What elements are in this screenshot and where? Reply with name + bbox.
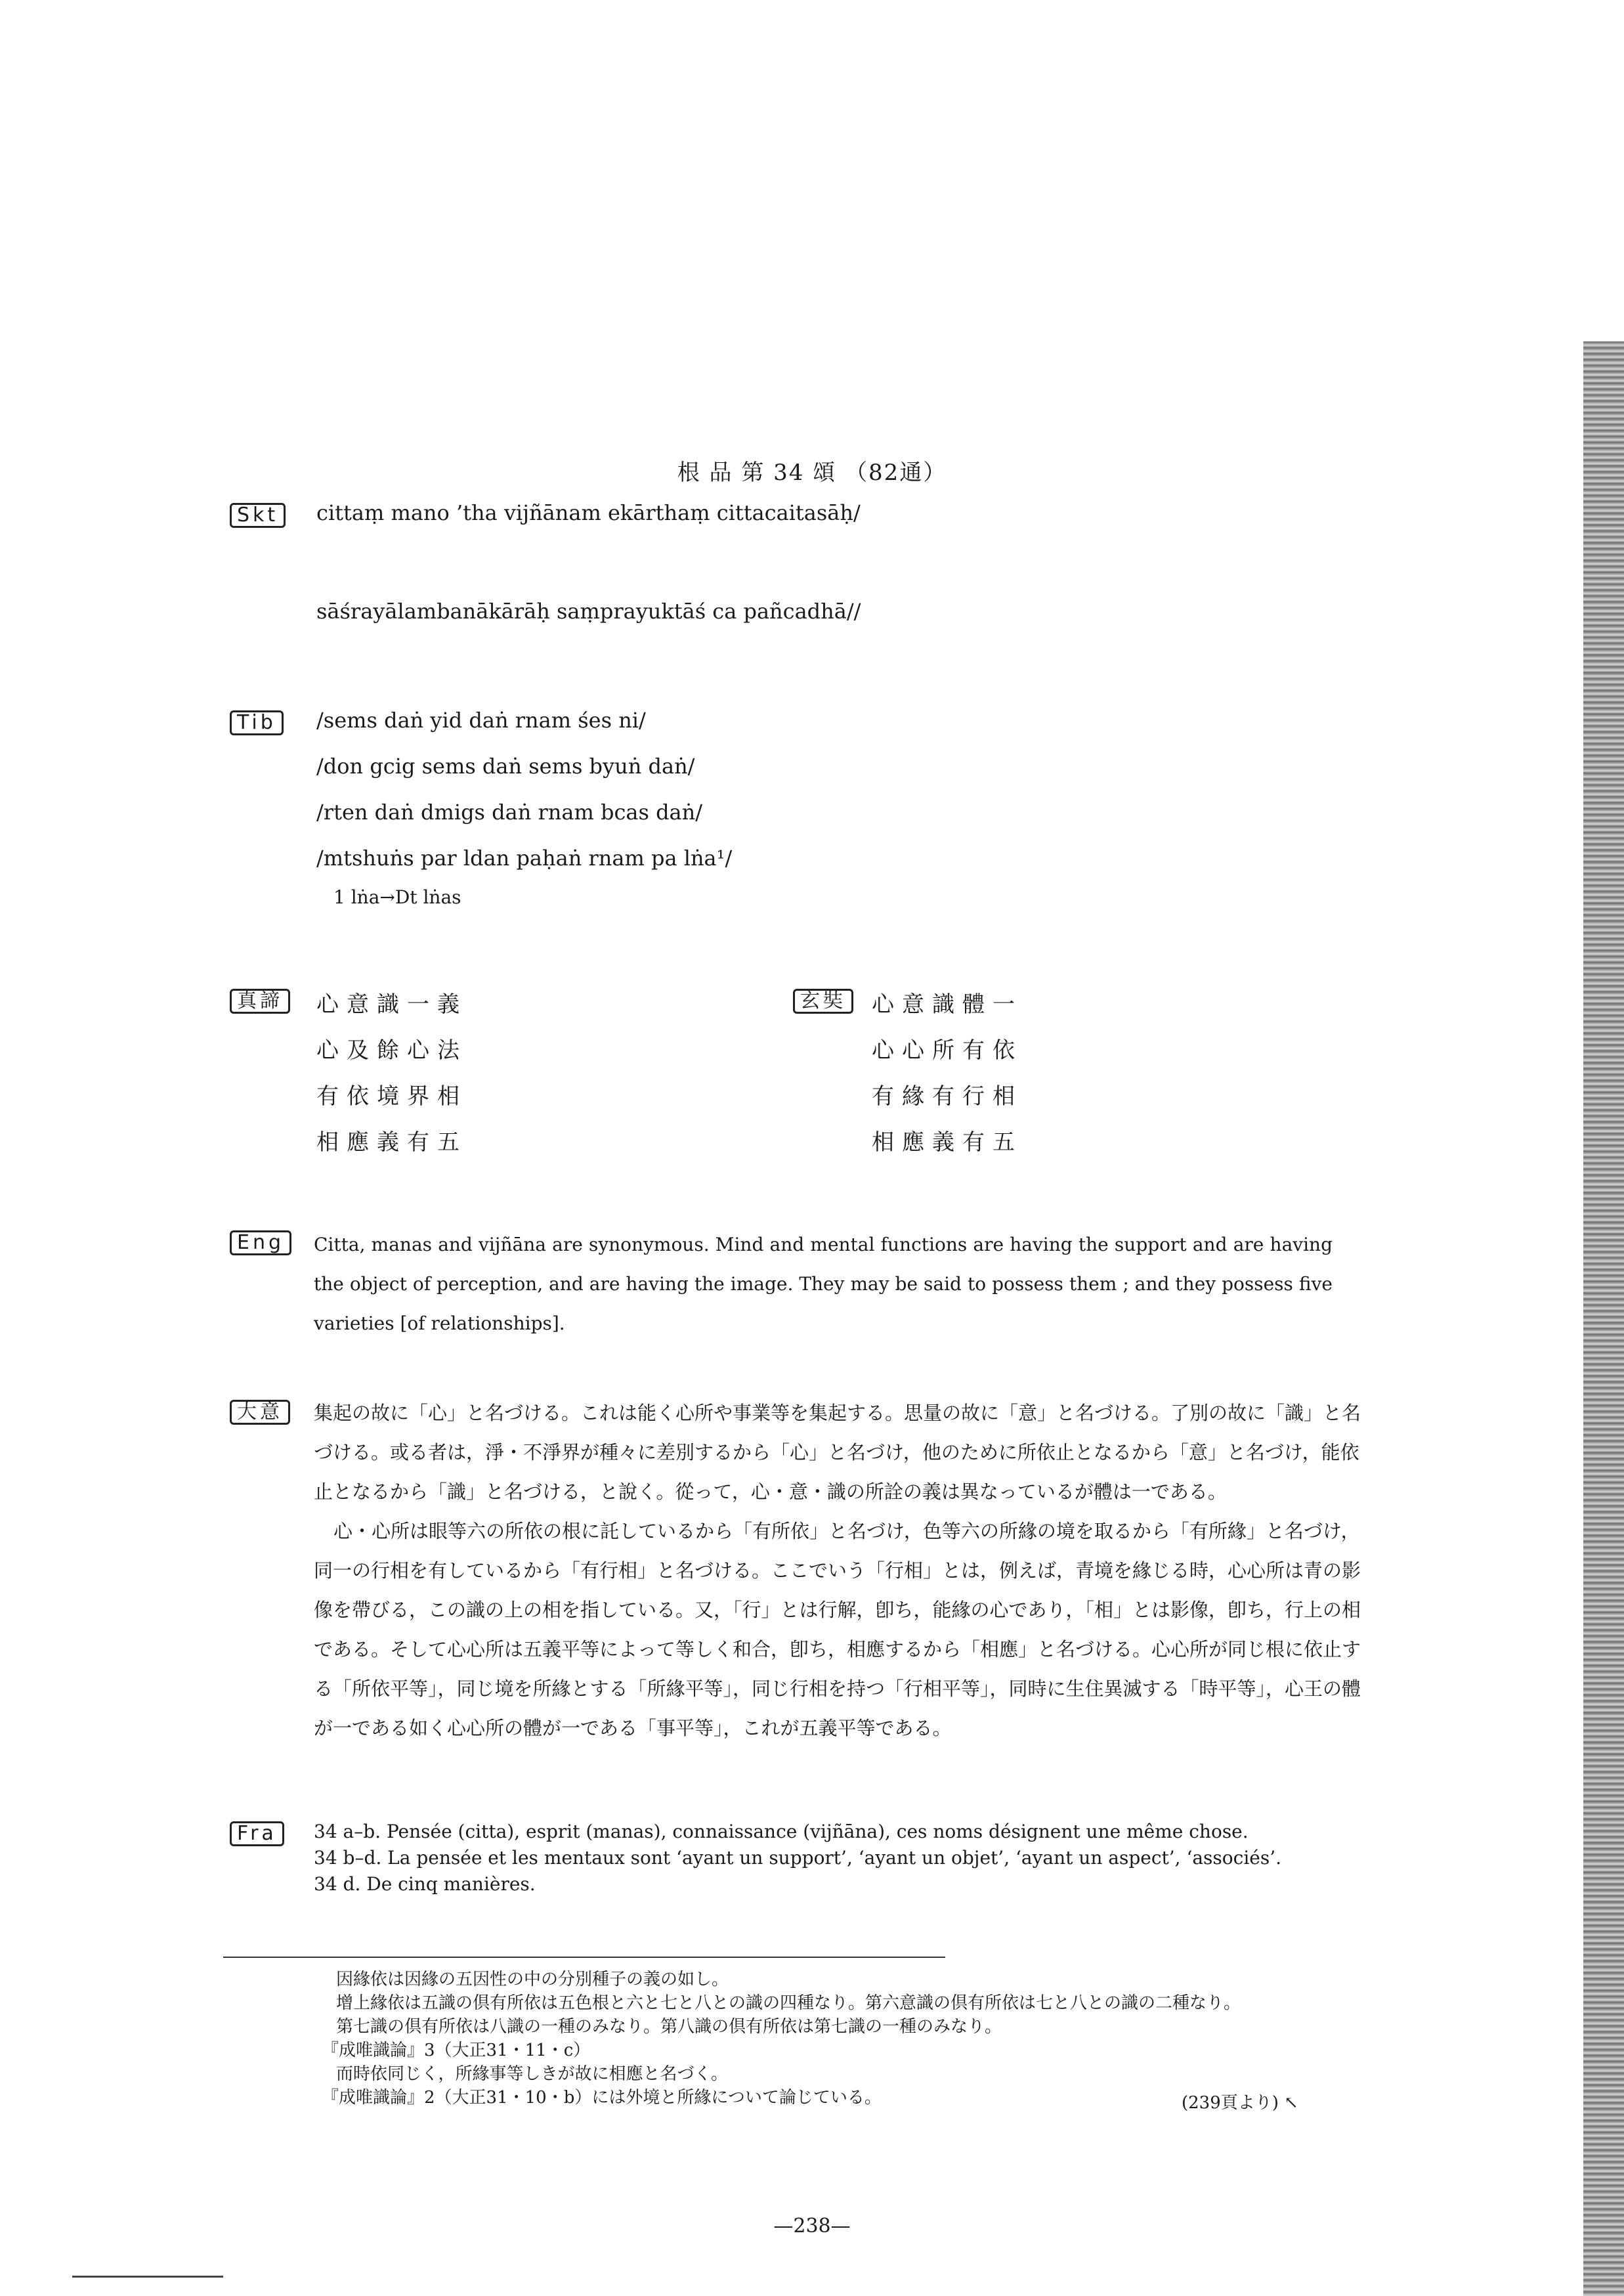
tib-line-2: /don gcig sems daṅ sems byuṅ daṅ/ xyxy=(316,754,695,779)
page-number: —238— xyxy=(773,2215,851,2238)
label-eng: Eng xyxy=(230,1230,291,1255)
label-genjo: 玄奘 xyxy=(793,989,853,1014)
footnote-line-6: 『成唯識論』2（大正31・10・b）には外境と所緣について論じている。 xyxy=(322,2088,882,2108)
shintai-line-1: 心意識一義 xyxy=(316,991,467,1018)
label-tib: Tib xyxy=(230,710,284,735)
cross-reference: (239頁より) ↖ xyxy=(1182,2093,1298,2113)
fra-line-3: 34 d. De cinq manières. xyxy=(314,1873,536,1895)
taii-paragraph-1: 集起の故に「心」と名づける。これは能く心所や事業等を集起する。思量の故に「意」と名づける。了別の故に「識」と名づける。或る者は，淨・不淨界が種々に差別するから「心」と名づけ，他のために所依止となるから「意」と名づけ，能依止となるから「識」と名づける，と說く。從って，心・意・識の所詮の義は異なっているが體は一である。 xyxy=(314,1402,1361,1503)
shintai-line-4: 相應義有五 xyxy=(316,1129,467,1156)
label-taii: 大意 xyxy=(230,1400,290,1425)
tib-line-1: /sems daṅ yid daṅ rnam śes ni/ xyxy=(316,708,646,733)
fra-line-2: 34 b–d. La pensée et les mentaux sont ‘ayant un support’, ‘ayant un objet’, ‘ayant un aspect’, ‘associés’. xyxy=(314,1847,1282,1869)
footnote-line-5: 而時依同じく，所緣事等しきが故に相應と名づく。 xyxy=(336,2064,728,2084)
footnote-line-2: 增上緣依は五識の倶有所依は五色根と六と七と八との識の四種なり。第六意識の倶有所依は七と八との識の二種なり。 xyxy=(336,1993,1241,2013)
genjo-line-2: 心心所有依 xyxy=(872,1037,1023,1064)
tib-line-4: /mtshuṅs par ldan paḥaṅ rnam pa lṅa¹/ xyxy=(316,846,733,871)
fra-line-1: 34 a–b. Pensée (citta), esprit (manas), connaissance (vijñāna), ces noms désignent une même chose. xyxy=(314,1821,1249,1842)
shintai-line-3: 有依境界相 xyxy=(316,1083,467,1110)
tib-note: 1 lṅa→Dt lṅas xyxy=(333,886,461,908)
skt-line-2: sāśrayālambanākārāḥ saṃprayuktāś ca pañcadhā// xyxy=(316,599,861,624)
label-shintai: 真諦 xyxy=(230,989,290,1014)
taii-paragraph-2: 心・心所は眼等六の所依の根に託しているから「有所依」と名づけ，色等六の所緣の境を取るから「有所緣」と名づけ，同一の行相を有しているから「有行相」と名づける。ここでいう「行相」とは，例えば，青境を緣じる時，心心所は青の影像を帶びる，この識の上の相を指している。又，「行」とは行解，卽ち，能緣の心であり，「相」とは影像，卽ち，行上の相である。そして心心所は五義平等によって等しく和合，卽ち，相應するから「相應」と名づける。心心所が同じ根に依止する「所依平等」，同じ境を所緣とする「所緣平等」，同じ行相を持つ「行相平等」，同時に生住異滅する「時平等」，心王の體が一である如く心心所の體が一である「事平等」，これが五義平等である。 xyxy=(314,1520,1361,1739)
footnote-line-3: 第七識の倶有所依は八識の一種のみなり。第八識の倶有所依は第七識の一種のみなり。 xyxy=(336,2017,1002,2037)
eng-translation: Citta, manas and vijñāna are synonymous. Mind and mental functions are having the support and are having the object of perception, and are having the image. They may be said to possess them ; and they possess five varieties [of relationships]. xyxy=(314,1234,1333,1334)
footnote-line-4: 『成唯識論』3（大正31・11・c） xyxy=(322,2041,591,2060)
label-skt: Skt xyxy=(230,503,286,528)
scan-edge-shadow xyxy=(1583,341,1624,2296)
taii-body xyxy=(314,1393,1377,1748)
genjo-line-3: 有緣有行相 xyxy=(872,1083,1023,1110)
shintai-line-2: 心及餘心法 xyxy=(316,1037,467,1064)
tib-line-3: /rten daṅ dmigs daṅ rnam bcas daṅ/ xyxy=(316,800,703,825)
genjo-line-1: 心意識體一 xyxy=(872,991,1023,1018)
genjo-line-4: 相應義有五 xyxy=(872,1129,1023,1156)
skt-line-1: cittaṃ mano ’tha vijñānam ekārthaṃ cittacaitasāḥ/ xyxy=(316,500,861,525)
scan-bottom-rule xyxy=(72,2276,223,2278)
fra-body xyxy=(314,1819,1377,1897)
page-title: 根 品 第 34 頌 （82通） xyxy=(677,460,947,486)
footnote-rule xyxy=(223,1957,945,1958)
label-fra: Fra xyxy=(230,1821,284,1846)
footnote-line-1: 因緣依は因緣の五因性の中の分別種子の義の如し。 xyxy=(336,1970,729,1989)
